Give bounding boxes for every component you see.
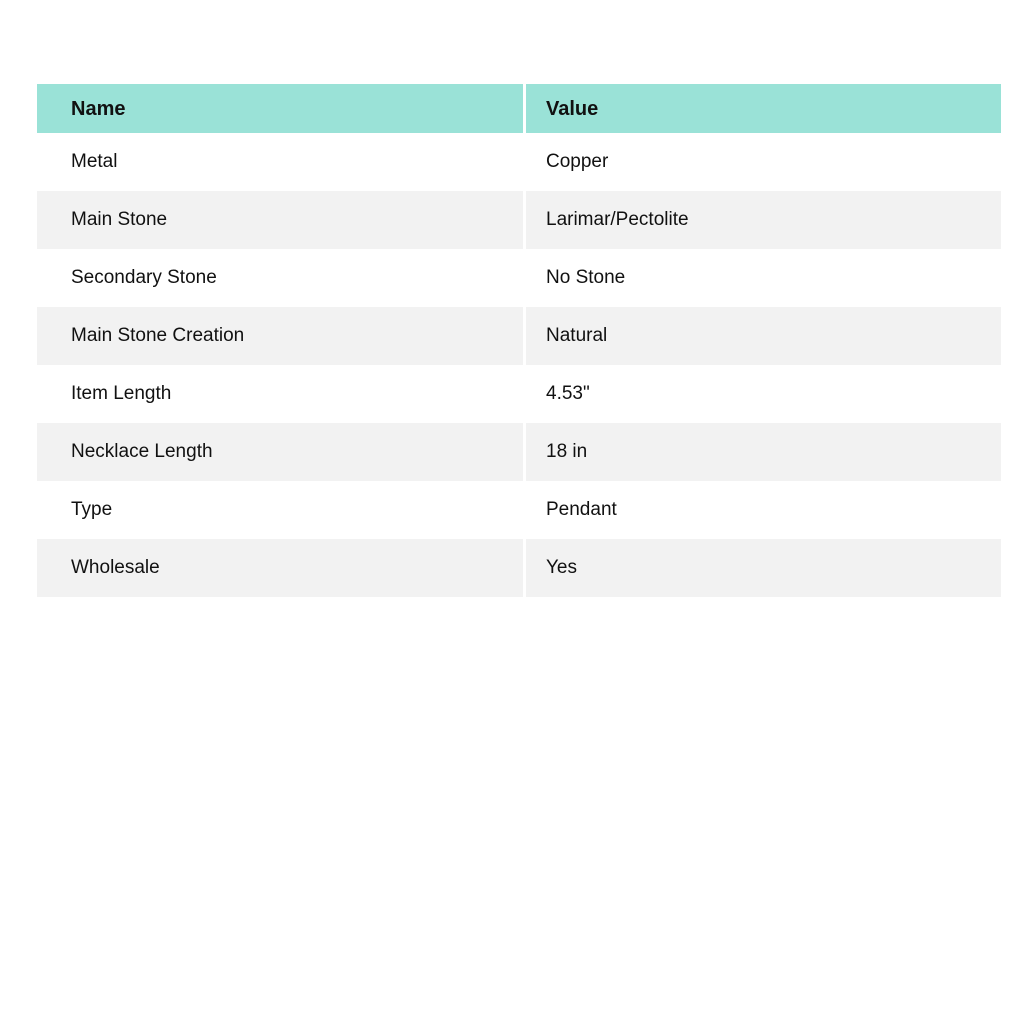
attribute-name: Necklace Length bbox=[37, 423, 523, 481]
table-row bbox=[37, 133, 1001, 191]
header-cell-value: Value bbox=[526, 84, 1001, 133]
attribute-name: Item Length bbox=[37, 365, 523, 423]
table-header-row bbox=[37, 84, 1001, 133]
attribute-name: Main Stone bbox=[37, 191, 523, 249]
attribute-name: Metal bbox=[37, 133, 523, 191]
attribute-value: 18 in bbox=[526, 423, 1001, 481]
attribute-name: Main Stone Creation bbox=[37, 307, 523, 365]
attribute-value: Pendant bbox=[526, 481, 1001, 539]
table-row bbox=[37, 423, 1001, 481]
attribute-value: 4.53" bbox=[526, 365, 1001, 423]
table-row bbox=[37, 365, 1001, 423]
attribute-name: Wholesale bbox=[37, 539, 523, 597]
header-cell-name: Name bbox=[37, 84, 523, 133]
product-spec-table bbox=[37, 84, 1001, 597]
table-row bbox=[37, 307, 1001, 365]
attribute-value: Larimar/Pectolite bbox=[526, 191, 1001, 249]
attribute-value: No Stone bbox=[526, 249, 1001, 307]
table-row bbox=[37, 249, 1001, 307]
table-row bbox=[37, 191, 1001, 249]
table-row bbox=[37, 481, 1001, 539]
attribute-name: Type bbox=[37, 481, 523, 539]
attribute-value: Natural bbox=[526, 307, 1001, 365]
attribute-value: Copper bbox=[526, 133, 1001, 191]
attribute-name: Secondary Stone bbox=[37, 249, 523, 307]
attribute-value: Yes bbox=[526, 539, 1001, 597]
table-row bbox=[37, 539, 1001, 597]
